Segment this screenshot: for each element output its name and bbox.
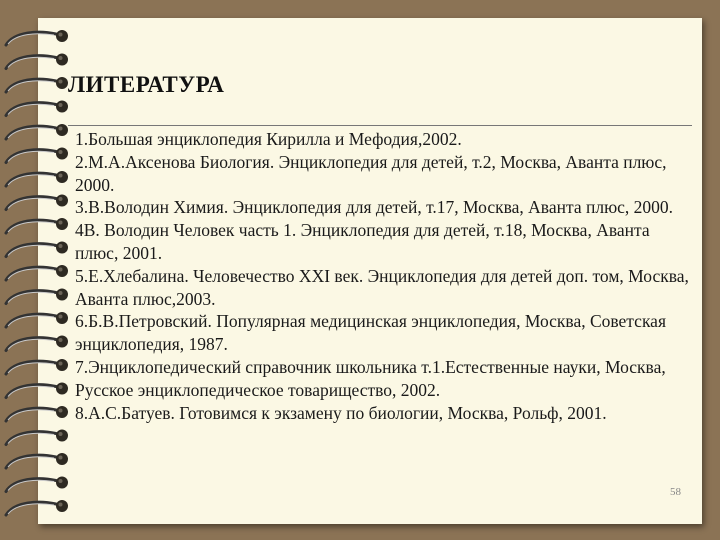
binding-ring-icon bbox=[6, 477, 68, 492]
binding-ring-icon bbox=[6, 289, 68, 304]
binding-ring-icon bbox=[6, 265, 68, 280]
list-item: 4В. Володин Человек часть 1. Энциклопедия для детей, т.18, Москва, Аванта плюс, 2001. bbox=[75, 220, 650, 263]
binding-ring-icon bbox=[6, 30, 68, 45]
binding-ring-icon bbox=[6, 312, 68, 327]
binding-ring-icon bbox=[6, 359, 68, 374]
binding-ring-icon bbox=[6, 77, 68, 92]
binding-ring-icon bbox=[6, 54, 68, 69]
binding-ring-icon bbox=[6, 101, 68, 116]
list-item: 1.Большая энциклопедия Кирилла и Мефодия,2002. bbox=[75, 129, 462, 149]
title-divider bbox=[68, 125, 692, 126]
binding-ring-icon bbox=[6, 336, 68, 351]
binding-ring-icon bbox=[6, 430, 68, 445]
binding-ring-icon bbox=[6, 500, 68, 515]
page-number: 58 bbox=[670, 486, 681, 498]
binding-ring-icon bbox=[6, 124, 68, 139]
binding-ring-icon bbox=[6, 406, 68, 421]
list-item: 5.Е.Хлебалина. Человечество XXI век. Энциклопедия для детей доп. том, Москва, Аванта плюс,2003. bbox=[75, 265, 689, 309]
binding-ring-icon bbox=[6, 383, 68, 398]
binding-ring-icon bbox=[6, 148, 68, 163]
list-item: 6.Б.В.Петровский. Популярная медицинская энциклопедия, Москва, Советская энциклопедия, 1987. bbox=[75, 311, 666, 355]
literature-list bbox=[75, 128, 690, 424]
binding-ring-icon bbox=[6, 195, 68, 210]
slide-title: ЛИТЕРАТУРА bbox=[68, 72, 225, 97]
spiral-binding bbox=[0, 14, 75, 520]
binding-ring-icon bbox=[6, 218, 68, 233]
list-item: 7.Энциклопедический справочник школьника т.1.Естественные науки, Москва, Русское энциклопедическое товарищество, 2002. bbox=[75, 356, 666, 400]
list-item: 8.А.С.Батуев. Готовимся к экзамену по биологии, Москва, Рольф, 2001. bbox=[75, 402, 607, 423]
list-item: 3.В.Володин Химия. Энциклопедия для детей, т.17, Москва, Аванта плюс, 2000. bbox=[75, 197, 674, 218]
binding-ring-icon bbox=[6, 171, 68, 186]
binding-ring-icon bbox=[6, 453, 68, 468]
binding-ring-icon bbox=[6, 242, 68, 257]
list-item: 2.М.А.Аксенова Биология. Энциклопедия для детей, т.2, Москва, Аванта плюс, 2000. bbox=[75, 151, 667, 195]
